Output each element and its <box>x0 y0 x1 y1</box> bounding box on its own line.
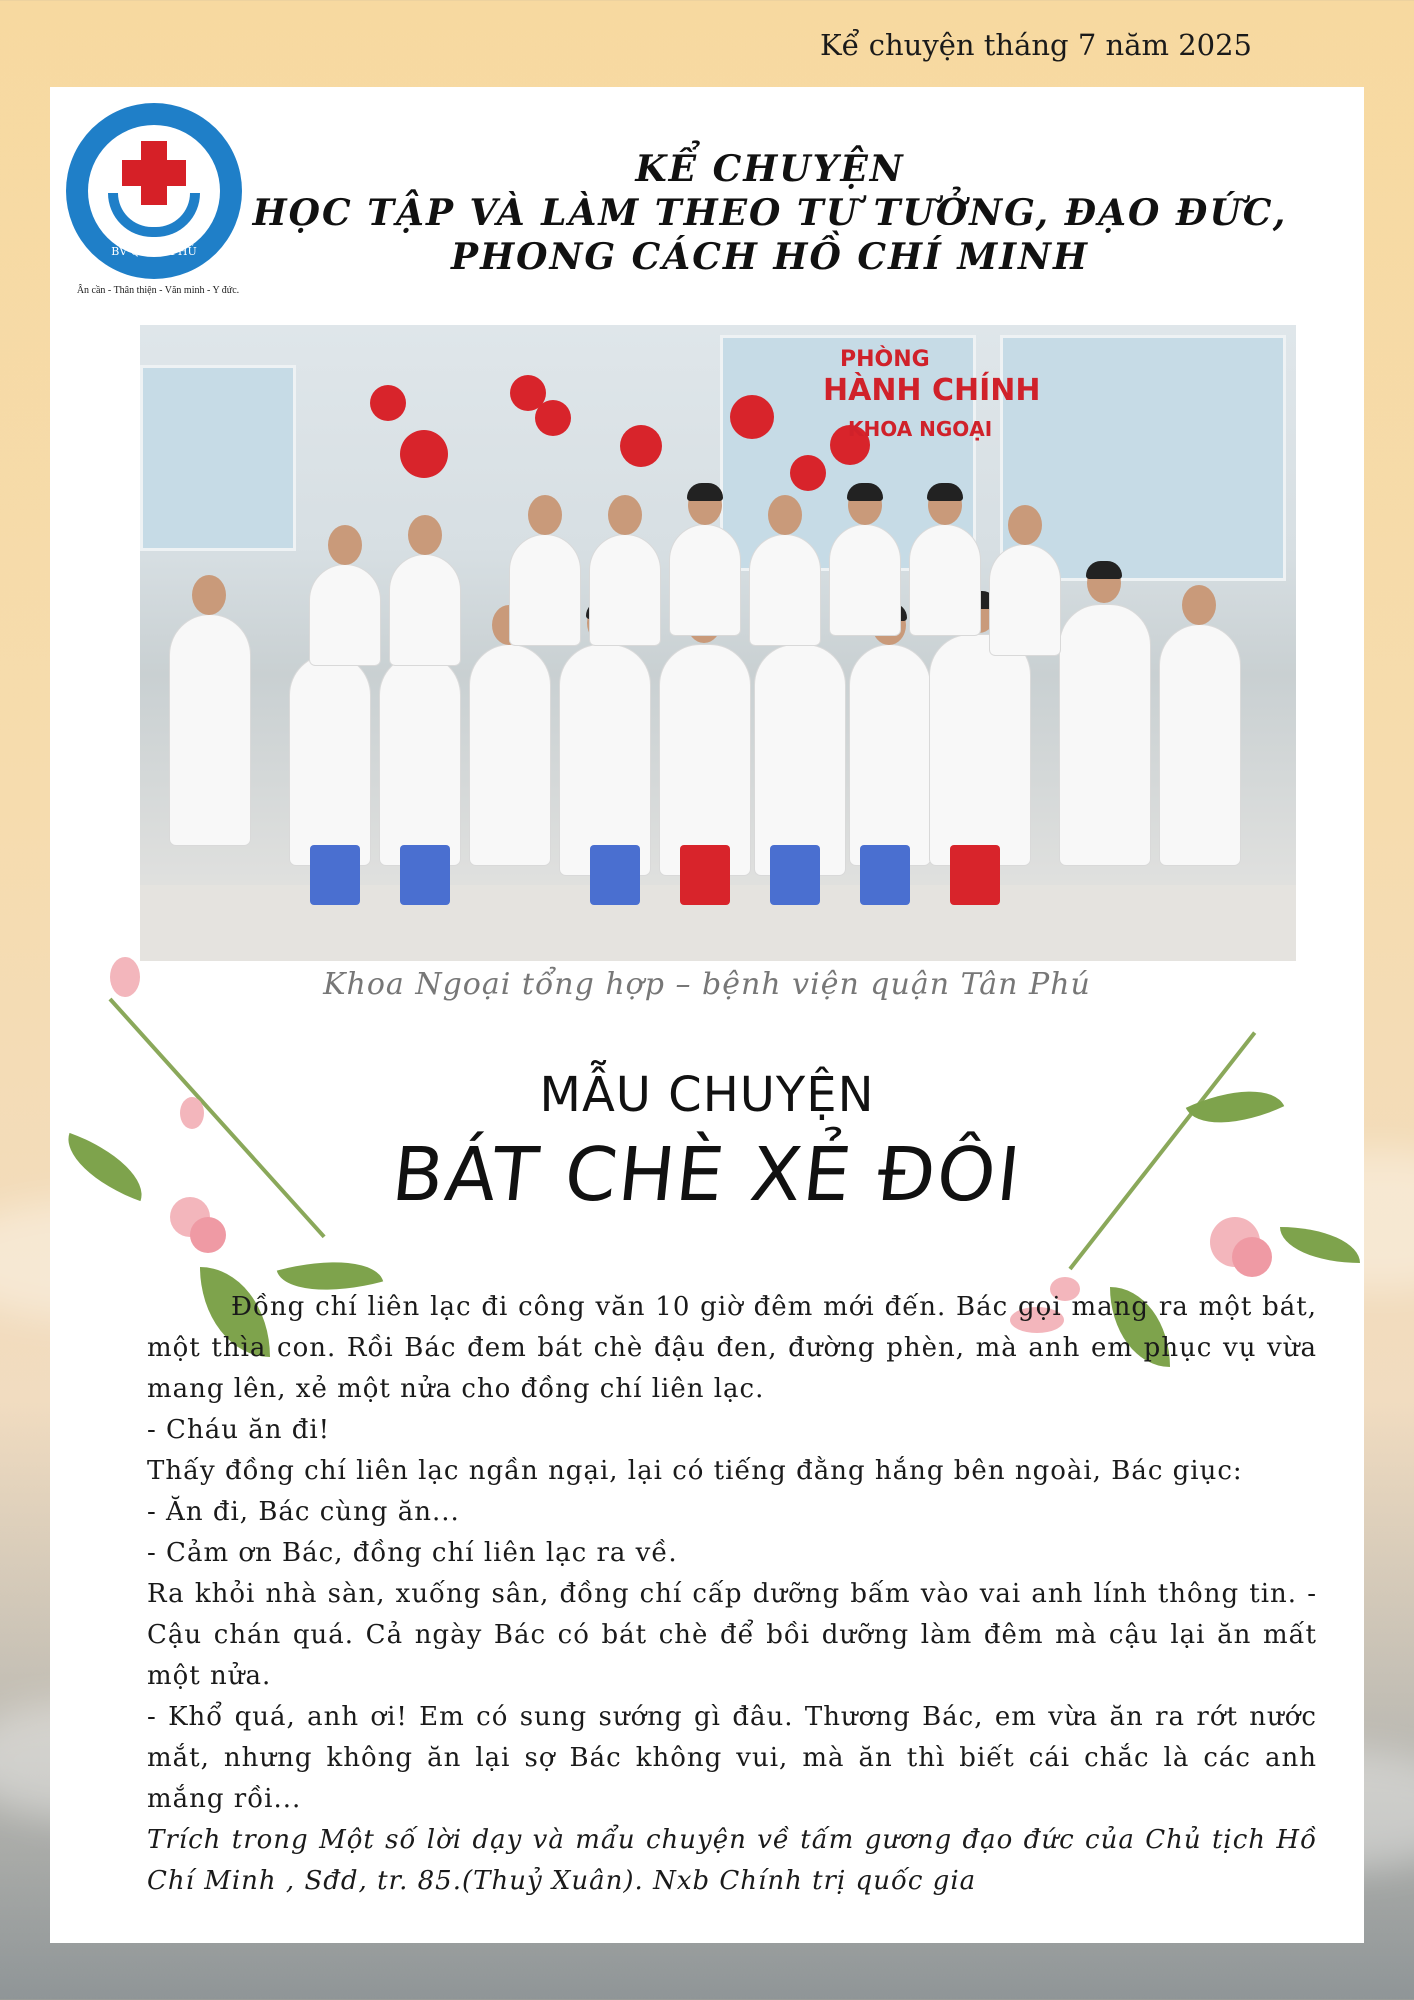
story-paragraph-7: - Khổ quá, anh ơi! Em có sung sướng gì đâu. Thương Bác, em vừa ăn ra rớt nước mắt, nhưng không ăn lại sợ Bác không vui, mà ăn thì biết cái chắc là các anh mắng rồi... <box>147 1702 1317 1814</box>
header-date: Kể chuyện tháng 7 năm 2025 <box>820 28 1252 62</box>
story-source-quote: Trích trong Một số lời dạy và mẩu chuyện về tấm gương đạo đức của Chủ tịch Hồ Chí Minh , Sđd, tr. 85.(Thuỷ Xuân). Nxb Chính trị quốc gia <box>147 1825 1317 1896</box>
story-label: MẪU CHUYỆN <box>539 1067 875 1123</box>
page-title <box>250 147 1290 279</box>
story-paragraph-3: Thấy đồng chí liên lạc ngần ngại, lại có tiếng đằng hắng bên ngoài, Bác giục: <box>147 1456 1243 1486</box>
story-paragraph-4: - Ăn đi, Bác cùng ăn... <box>147 1497 460 1527</box>
story-paragraph-5: - Cảm ơn Bác, đồng chí liên lạc ra về. <box>147 1538 678 1568</box>
photo-caption: Khoa Ngoại tổng hợp – bệnh viện quận Tân Phú <box>323 967 1091 1002</box>
group-photo <box>140 325 1296 961</box>
photo-sign-line-1: PHÒNG <box>840 347 930 372</box>
logo-name: BV Q.TÂN PHÚ <box>111 245 197 258</box>
photo-sign-line-3: KHOA NGOẠI <box>848 417 993 441</box>
logo-slogan: Ân cần - Thân thiện - Văn minh - Y đức. <box>76 285 240 296</box>
title-line-3: PHONG CÁCH HỒ CHÍ MINH <box>451 236 1089 278</box>
story-paragraph-2: - Cháu ăn đi! <box>147 1415 331 1445</box>
story-paragraph-6: Ra khỏi nhà sàn, xuống sân, đồng chí cấp dưỡng bấm vào vai anh lính thông tin. - Cậu chán quá. Cả ngày Bác có bát chè để bồi dưỡng làm đêm mà cậu lại ăn mất một nửa. <box>147 1579 1317 1691</box>
story-paragraph-1: Đồng chí liên lạc đi công văn 10 giờ đêm mới đến. Bác gọi mang ra một bát, một thìa con. Rồi Bác đem bát chè đậu đen, đường phèn, mà anh em phục vụ vừa mang lên, xẻ một nửa cho đồng chí liên lạc. <box>147 1292 1317 1404</box>
story-title: BÁT CHÈ XẺ ĐÔI <box>388 1132 1026 1218</box>
photo-sign-line-2: HÀNH CHÍNH <box>823 373 1041 408</box>
title-line-1: KỂ CHUYỆN <box>635 148 905 190</box>
title-line-2: HỌC TẬP VÀ LÀM THEO TƯ TƯỞNG, ĐẠO ĐỨC, <box>252 192 1288 234</box>
hospital-logo <box>58 95 250 305</box>
document-page <box>50 87 1364 1943</box>
story-body <box>147 1287 1317 1902</box>
